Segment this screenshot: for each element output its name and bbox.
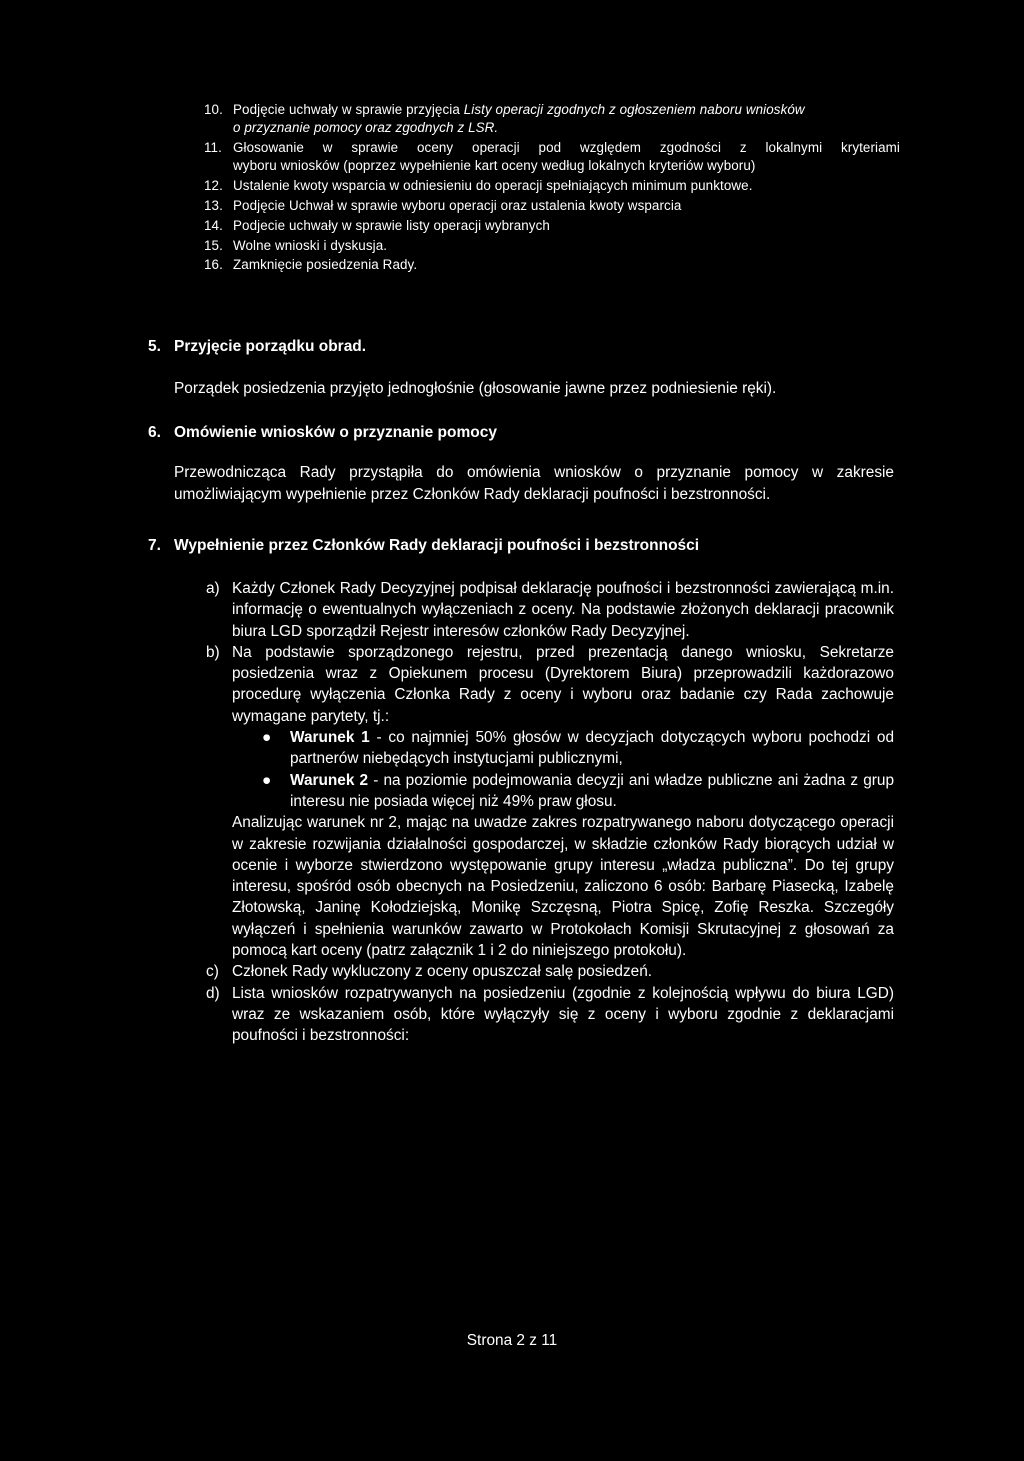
list-letter: b) xyxy=(206,643,220,661)
list-item-text: Lista wniosków rozpatrywanych na posiedzeniu (zgodnie z kolejnością wpływu do biura LGD) wraz ze wskazaniem osób, które wyłączyły się z oceny i wyboru zgodnie z deklaracjami poufności i bezstronności: xyxy=(232,984,894,1045)
agenda-number: 13. xyxy=(204,197,223,213)
agenda-item xyxy=(200,217,900,235)
agenda-number: 10. xyxy=(204,102,223,117)
agenda-item xyxy=(200,177,900,195)
page-number-footer: Strona 2 z 11 xyxy=(466,1332,558,1349)
section-number: 5. xyxy=(148,338,161,355)
list-item-a xyxy=(206,578,894,642)
bullet-item xyxy=(232,770,894,813)
bullet-item xyxy=(232,727,894,770)
agenda-item xyxy=(200,139,900,176)
agenda-text: Ustalenie kwoty wsparcia w odniesieniu do operacji spełniających minimum punktowe. xyxy=(233,178,753,194)
agenda-item xyxy=(200,237,900,255)
list-letter: a) xyxy=(206,580,220,597)
section-number: 7. xyxy=(148,537,161,554)
agenda-item xyxy=(200,197,900,215)
agenda-item xyxy=(200,256,900,274)
bullet-list xyxy=(232,727,894,812)
agenda-text-line-2: wyboru wniosków (poprzez wypełnienie kart oceny według lokalnych kryteriów wyboru) xyxy=(233,158,756,174)
section-6-paragraph xyxy=(174,462,894,506)
agenda-number: 15. xyxy=(204,237,223,253)
section-7-heading xyxy=(148,536,699,556)
agenda-italic-text-2: o przyznanie pomocy oraz zgodnych z LSR. xyxy=(233,120,499,136)
agenda-number: 11. xyxy=(204,140,222,156)
list-letter: d) xyxy=(206,984,220,1002)
bullet-icon: ● xyxy=(262,729,272,747)
list-item-b-continuation: Analizując warunek nr 2, mając na uwadze zakres rozpatrywanego naboru dotyczącego operacji w zakresie rozwijania działalności gospodarczej, w składzie członków Rady biorących udział w ocenie i wyborze stwierdzono występowanie grupy interesu „władza publiczna”. Do tej grupy interesu, spośród osób obecnych na Posiedzeniu, zaliczono 6 osób: Barbarę Piasecką, Izabelę Złotowską, Janinę Kołodziejską, Monikę Szczęsną, Piotra Spicę, Zofię Reszka. Szczegóły wyłączeń i spełnienia warunków zawarto w Protokołach Komisji Skrutacyjnej z głosowań za pomocą kart oceny (patrz załącznik 1 i 2 do niniejszego protokołu). xyxy=(232,814,894,960)
agenda-text: Zamknięcie posiedzenia Rady. xyxy=(233,257,418,273)
list-item-text: Na podstawie sporządzonego rejestru, przed prezentacją danego wniosku, Sekretarze posiedzenia wraz z Opiekunem procesu (Dyrektorem Biura) przeprowadzili każdorazowo procedurę wyłączenia Członka Rady z oceny i wyboru oraz badanie czy Rada zachowuje wymagane parytety, tj.: xyxy=(232,643,894,725)
section-6-line-1: Przewodnicząca Rady przystąpiła do omówienia wniosków o przyznanie pomocy w zakresie xyxy=(174,464,894,481)
list-item-c xyxy=(206,961,894,982)
section-6-line-2: umożliwiającym wypełnienie przez Członków Rady deklaracji poufności i bezstronności. xyxy=(174,486,771,503)
agenda-text: Podjęcie Uchwał w sprawie wyboru operacji oraz ustalenia kwoty wsparcia xyxy=(233,197,682,213)
section-title: Wypełnienie przez Członków Rady deklaracji poufności i bezstronności xyxy=(174,537,700,554)
agenda-italic-text: Listy operacji zgodnych z ogłoszeniem naboru wniosków xyxy=(463,102,805,117)
list-letter: c) xyxy=(206,963,219,981)
section-title: Przyjęcie porządku obrad. xyxy=(174,338,367,355)
section-5-text: Porządek posiedzenia przyjęto jednogłośnie (głosowanie jawne przez podniesienie ręki). xyxy=(174,380,777,397)
bullet-bold-label: Warunek 1 xyxy=(290,729,370,747)
agenda-list xyxy=(200,101,900,276)
list-item-text: Każdy Członek Rady Decyzyjnej podpisał deklarację poufności i bezstronności zawierającą m.in. informację o ewentualnych wyłączeniach z oceny. Na podstawie złożonych deklaracji pracownik biura LGD sporządził Rejestr interesów członków Rady Decyzyjnej. xyxy=(232,580,894,640)
section-title: Omówienie wniosków o przyznanie pomocy xyxy=(174,424,497,441)
section-6-heading xyxy=(148,423,497,443)
agenda-number: 12. xyxy=(204,178,223,194)
section-number: 6. xyxy=(148,424,161,441)
list-item-d xyxy=(206,983,894,1047)
bullet-text: - na poziomie podejmowania decyzji ani władze publiczne ani żadna z grup interesu nie posiada więcej niż 49% praw głosu. xyxy=(290,771,895,810)
agenda-number: 14. xyxy=(204,217,223,233)
agenda-text-line-1: Głosowanie w sprawie oceny operacji pod względem zgodności z lokalnymi kryteriami xyxy=(233,140,900,156)
agenda-number: 16. xyxy=(204,257,223,273)
bullet-bold-label: Warunek 2 xyxy=(290,771,369,789)
section-5-heading xyxy=(148,337,366,357)
bullet-icon: ● xyxy=(262,771,272,789)
agenda-item xyxy=(200,101,900,138)
agenda-text: Podjecie uchwały w sprawie listy operacji wybranych xyxy=(233,217,550,233)
agenda-text: Wolne wnioski i dyskusja. xyxy=(233,237,388,253)
agenda-text: Podjęcie uchwały w sprawie przyjęcia xyxy=(233,102,464,117)
list-item-text: Członek Rady wykluczony z oceny opuszczał salę posiedzeń. xyxy=(232,963,653,981)
list-item-b xyxy=(206,642,894,961)
lettered-list xyxy=(206,578,894,1047)
bullet-text: - co najmniej 50% głosów w decyzjach dotyczących wyboru pochodzi od partnerów niebędących instytucjami publicznymi, xyxy=(290,729,895,768)
